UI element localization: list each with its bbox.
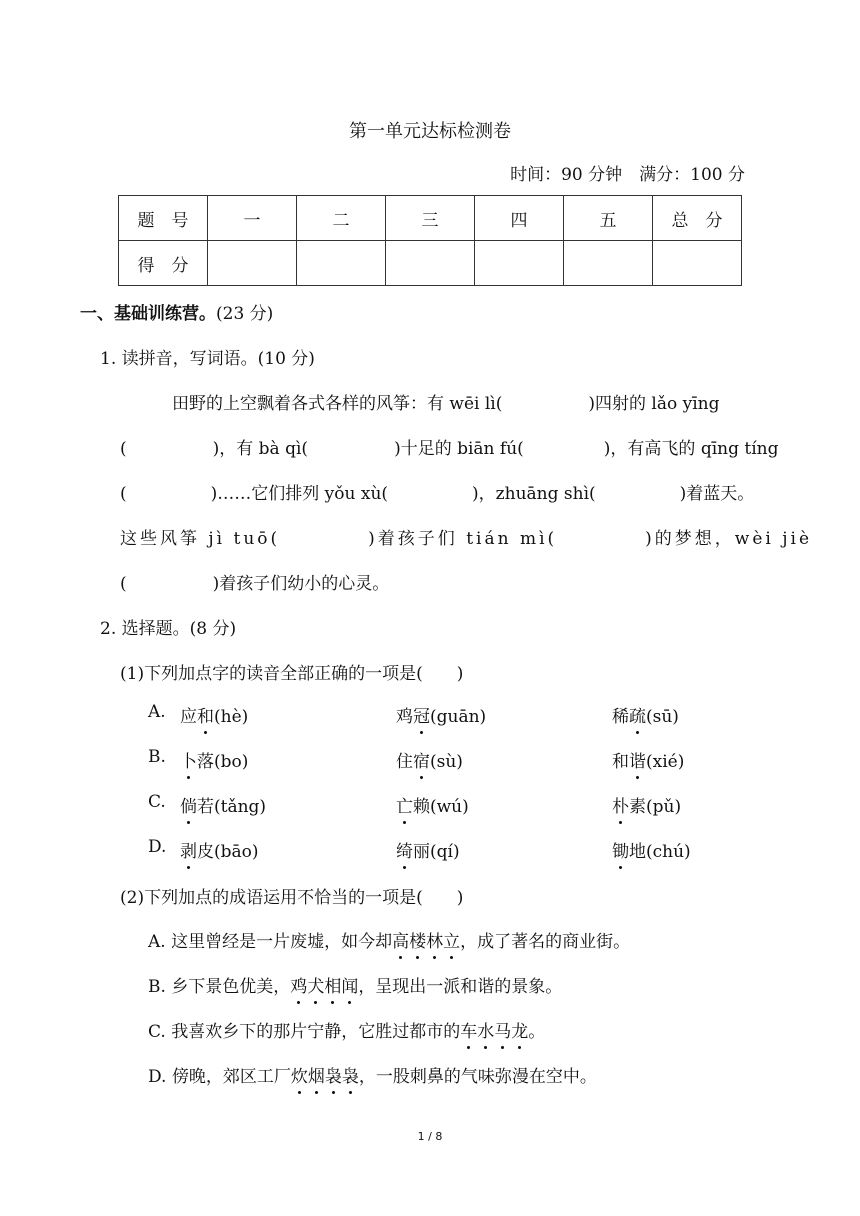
q1-line-1	[172, 389, 720, 414]
option-b-word-2	[396, 747, 463, 772]
pinyin: (hè)	[214, 707, 249, 727]
score-table	[118, 195, 742, 286]
time-info: 时间：90 分钟 满分：100 分	[510, 165, 745, 185]
score-cell[interactable]	[386, 241, 475, 286]
option-a-word-1	[180, 702, 248, 727]
option-c-letter[interactable]: C.	[148, 792, 166, 812]
q1-line-2	[120, 434, 778, 459]
char: 住	[396, 752, 413, 772]
option-d-letter[interactable]: D.	[148, 837, 167, 857]
option-text: ，呈现出一派和谐的景象。	[358, 977, 563, 997]
char: 和	[612, 752, 629, 772]
dotted-char: 冠	[413, 707, 430, 727]
score-table-header-row	[119, 196, 742, 241]
section-1-title: 一、基础训练营。	[80, 304, 216, 324]
q1-text: (	[120, 574, 127, 594]
dotted-char: 林	[426, 932, 444, 952]
dotted-char: 和	[197, 707, 214, 727]
q1-text: )的梦想，wèi jiè	[645, 529, 813, 549]
score-cell[interactable]	[653, 241, 742, 286]
option-2b[interactable]	[148, 972, 562, 997]
option-text: ，成了著名的商业街。	[460, 932, 631, 952]
option-2d[interactable]	[148, 1062, 597, 1087]
score-cell[interactable]	[297, 241, 386, 286]
page-title: 第一单元达标检测卷	[349, 121, 511, 142]
q1-text: )着蓝天。	[679, 484, 755, 504]
char: 若	[197, 797, 214, 817]
section-1-heading	[80, 299, 273, 324]
dotted-char: 立	[443, 932, 461, 952]
score-table-header-cell: 二	[297, 196, 386, 241]
section-1-points: (23 分)	[216, 304, 274, 324]
option-d-word-2	[396, 837, 460, 862]
dotted-char: 谐	[629, 752, 646, 772]
score-table-header-cell: 题 号	[119, 196, 208, 241]
option-text: 傍晚，郊区工厂	[171, 1067, 291, 1087]
dotted-char: 烟	[307, 1067, 325, 1087]
char: 稀	[612, 707, 629, 727]
q1-text: (	[120, 439, 127, 459]
option-text: 。	[528, 1022, 546, 1042]
pinyin: (xié)	[646, 752, 685, 772]
score-table-score-row	[119, 241, 742, 286]
option-a-word-3	[612, 702, 679, 727]
pinyin: (sū)	[646, 707, 679, 727]
option-2c[interactable]	[148, 1017, 545, 1042]
option-b-word-1	[180, 747, 248, 772]
score-table-header-cell: 总 分	[653, 196, 742, 241]
q1-line-5	[120, 569, 389, 594]
score-table-header-cell: 五	[564, 196, 653, 241]
score-table-header-cell: 三	[386, 196, 475, 241]
question-2-label: 2. 选择题。(8 分)	[100, 619, 237, 639]
score-table-header-cell: 四	[475, 196, 564, 241]
option-a-letter[interactable]: A.	[148, 702, 166, 722]
pinyin: (bo)	[214, 752, 249, 772]
q1-text: )……它们排列 yǒu xù(	[210, 484, 389, 504]
q1-text: (	[120, 484, 127, 504]
dotted-char: 炊	[290, 1067, 308, 1087]
char: 素	[629, 797, 646, 817]
option-text: ，一股刺鼻的气味弥漫在空中。	[358, 1067, 597, 1087]
dotted-char: 高	[392, 932, 410, 952]
dotted-char: 绮	[396, 842, 413, 862]
option-2a[interactable]	[148, 927, 630, 952]
q1-text: )，zhuāng shì(	[472, 484, 596, 504]
score-table-header-cell: 一	[208, 196, 297, 241]
dotted-char: 疏	[629, 707, 646, 727]
dotted-char: 犬	[307, 977, 325, 997]
char: 皮	[197, 842, 214, 862]
q1-text: 这些风筝 jì tuō(	[120, 529, 281, 549]
option-d-word-3	[612, 837, 691, 862]
char: 丽	[413, 842, 430, 862]
char: 鸡	[396, 707, 413, 727]
dotted-char: 楼	[409, 932, 427, 952]
option-letter: C.	[148, 1022, 166, 1042]
option-b-letter[interactable]: B.	[148, 747, 166, 767]
option-b-word-3	[612, 747, 684, 772]
dotted-char: 剥	[180, 842, 197, 862]
char: 赖	[413, 797, 430, 817]
option-letter: D.	[148, 1067, 167, 1087]
char: 地	[629, 842, 646, 862]
page-number: 1 / 8	[417, 1130, 443, 1143]
dotted-char: 宿	[413, 752, 430, 772]
score-cell[interactable]	[208, 241, 297, 286]
option-letter: B.	[148, 977, 166, 997]
dotted-char: 车	[460, 1022, 478, 1042]
char: 落	[197, 752, 214, 772]
option-c-word-1	[180, 792, 266, 817]
dotted-char: 亡	[396, 797, 413, 817]
pinyin: (chú)	[646, 842, 691, 862]
pinyin: (bāo)	[214, 842, 259, 862]
q1-text: 田野的上空飘着各式各样的风筝：有 wēi lì(	[172, 394, 503, 414]
score-table-row-label: 得 分	[119, 241, 208, 286]
option-text: 这里曾经是一片废墟，如今却	[171, 932, 393, 952]
q1-text: )，有高飞的 qīng tíng	[603, 439, 779, 459]
q1-line-4	[120, 524, 812, 549]
pinyin: (pǔ)	[646, 797, 682, 817]
option-letter: A.	[148, 932, 166, 952]
option-text: 乡下景色优美，	[171, 977, 291, 997]
option-c-word-3	[612, 792, 681, 817]
dotted-char: 马	[494, 1022, 512, 1042]
q1-text: )，有 bà qì(	[212, 439, 309, 459]
option-d-word-1	[180, 837, 259, 862]
pinyin: (wú)	[430, 797, 469, 817]
score-cell[interactable]	[564, 241, 653, 286]
dotted-char: 袅	[324, 1067, 342, 1087]
dotted-char: 闻	[341, 977, 359, 997]
question-1-label: 1. 读拼音，写词语。(10 分)	[100, 349, 315, 369]
dotted-char: 相	[324, 977, 342, 997]
pinyin: (tǎng)	[214, 797, 267, 817]
q2-sub-1: (1)下列加点字的读音全部正确的一项是( )	[120, 664, 464, 684]
dotted-char: 朴	[612, 797, 629, 817]
q1-text: )着孩子们 tián mì(	[368, 529, 558, 549]
dotted-char: 袅	[341, 1067, 359, 1087]
dotted-char: 龙	[511, 1022, 529, 1042]
q1-line-3	[120, 479, 754, 504]
pinyin: (guān)	[430, 707, 487, 727]
dotted-char: 鸡	[290, 977, 308, 997]
q2-sub-2: (2)下列加点的成语运用不恰当的一项是( )	[120, 888, 464, 908]
dotted-char: 水	[477, 1022, 495, 1042]
option-a-word-2	[396, 702, 486, 727]
option-c-word-2	[396, 792, 469, 817]
dotted-char: 倘	[180, 797, 197, 817]
char: 应	[180, 707, 197, 727]
score-cell[interactable]	[475, 241, 564, 286]
q1-text: )着孩子们幼小的心灵。	[212, 574, 390, 594]
dotted-char: 锄	[612, 842, 629, 862]
option-text: 我喜欢乡下的那片宁静，它胜过都市的	[171, 1022, 461, 1042]
q1-text: )十足的 biān fú(	[394, 439, 524, 459]
dotted-char: 卜	[180, 752, 197, 772]
q1-text: )四射的 lǎo yīng	[588, 394, 720, 414]
pinyin: (sù)	[430, 752, 463, 772]
pinyin: (qí)	[430, 842, 460, 862]
